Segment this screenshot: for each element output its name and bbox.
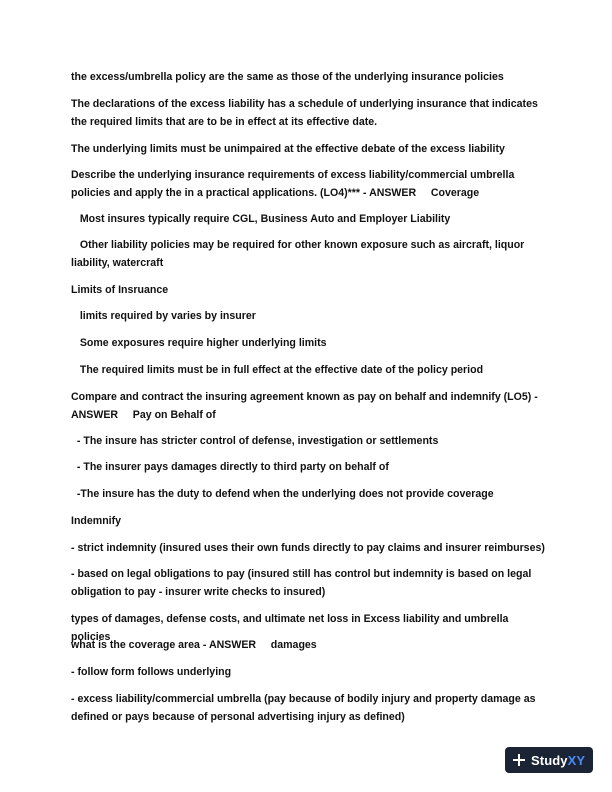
plus-icon <box>512 753 526 767</box>
paragraph: what is the coverage area - ANSWER damages <box>71 639 317 651</box>
paragraph: The required limits must be in full effect at the effective date of the policy period <box>71 364 484 376</box>
paragraph: - The insurer pays damages directly to third party on behalf of <box>71 461 389 473</box>
paragraph: - The insure has stricter control of defense, investigation or settlements <box>71 435 439 447</box>
studyxy-logo-text <box>531 753 585 768</box>
paragraph: Some exposures require higher underlying limits <box>71 337 327 349</box>
paragraph: Describe the underlying insurance requirements of excess liability/commercial umbrella policies and apply the in a practical applications. (LO4)*** - ANSWER Coverage <box>71 169 518 199</box>
paragraph: the excess/umbrella policy are the same as those of the underlying insurance policies <box>71 71 504 83</box>
studyxy-badge[interactable] <box>505 747 593 773</box>
paragraph: Compare and contract the insuring agreement known as pay on behalf and indemnify (LO5) - ANSWER Pay on Behalf of <box>71 391 541 421</box>
paragraph: - excess liability/commercial umbrella (pay because of bodily injury and property damage as defined or pays because of personal advertising injury as defined) <box>71 693 539 723</box>
paragraph: Most insures typically require CGL, Business Auto and Employer Liability <box>71 213 451 225</box>
paragraph: The underlying limits must be unimpaired at the effective debate of the excess liability <box>71 143 505 155</box>
paragraph: The declarations of the excess liability has a schedule of underlying insurance that indicates the required limits that are to be in effect at its effective date. <box>71 98 541 128</box>
brand-part2: XY <box>567 752 586 768</box>
paragraph: - strict indemnity (insured uses their own funds directly to pay claims and insurer reimburses) <box>71 542 545 554</box>
paragraph: -The insure has the duty to defend when the underlying does not provide coverage <box>71 488 494 500</box>
paragraph: types of damages, defense costs, and ultimate net loss in Excess liability and umbrella policies <box>71 613 512 643</box>
paragraph: limits required by varies by insurer <box>71 310 256 322</box>
section-heading: Limits of Insruance <box>71 284 169 296</box>
paragraph: Other liability policies may be required for other known exposure such as aircraft, liquor liability, watercraft <box>71 239 528 269</box>
paragraph: - based on legal obligations to pay (insured still has control but indemnity is based on legal obligation to pay - insurer write checks to insured) <box>71 568 535 598</box>
paragraph: - follow form follows underlying <box>71 666 232 678</box>
brand-part1: Study <box>531 752 568 768</box>
section-heading: Indemnify <box>71 515 122 527</box>
